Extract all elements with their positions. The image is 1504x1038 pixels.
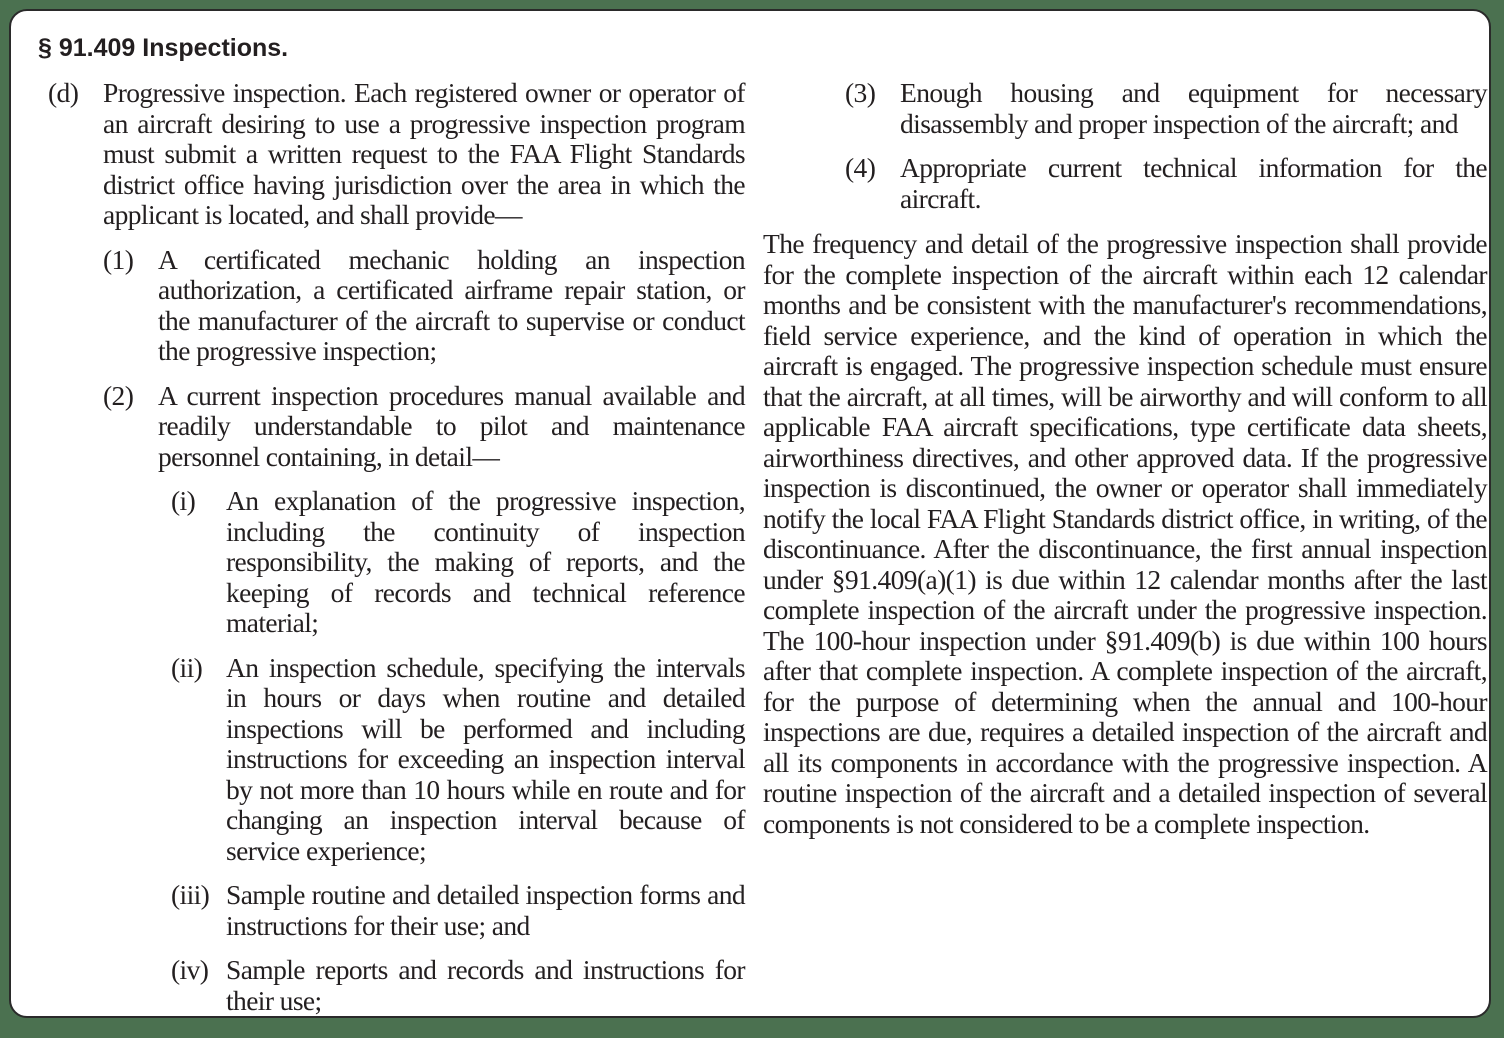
item-label: (1) <box>103 243 134 275</box>
subitem-i <box>171 486 745 639</box>
left-column <box>48 78 745 1016</box>
regulation-card <box>9 9 1491 1018</box>
item-text: A current inspection procedures manual available and readily understandable to pilot and maintenance personnel containing, in detail— <box>158 379 745 472</box>
paragraph-text: Progressive inspection. Each registered owner or operator of an aircraft desiring to use a progressive inspection program must submit a written request to the FAA Flight Standards district office having jurisdiction over the area in which the applicant is located, and shall provide— <box>103 77 745 230</box>
item-label: (2) <box>103 379 134 411</box>
subitem-label: (iv) <box>171 954 209 985</box>
item-2 <box>103 381 745 473</box>
section-title: § 91.409 Inspections. <box>38 34 289 62</box>
subitem-text: An inspection schedule, specifying the intervals in hours or days when routine and detailed inspections will be performed and including instructions for exceeding an inspection interval by not more than 10 hours while en route and for changing an inspection interval because of service experience; <box>226 651 745 866</box>
subitem-text: Sample reports and records and instructions for their use; <box>226 954 745 1016</box>
item-text: Enough housing and equipment for necessary disassembly and proper inspection of the aircraft; and <box>900 77 1487 139</box>
item-label: (4) <box>845 152 876 183</box>
subitem-iv <box>171 955 745 1016</box>
item-text: Appropriate current technical information for the aircraft. <box>900 152 1487 214</box>
item-label: (3) <box>845 77 876 108</box>
subitem-iii <box>171 880 745 941</box>
subitem-ii <box>171 653 745 867</box>
paragraph-label: (d) <box>48 77 79 108</box>
right-column <box>763 78 1487 839</box>
item-4 <box>845 153 1487 214</box>
subitem-label: (i) <box>171 485 196 516</box>
subitem-text: Sample routine and detailed inspection forms and instructions for their use; and <box>226 879 745 941</box>
subitem-text: An explanation of the progressive inspection, including the continuity of inspection responsibility, the making of reports, and the keeping of records and technical reference material; <box>226 485 745 638</box>
subitem-label: (iii) <box>171 879 210 910</box>
item-1 <box>103 245 745 367</box>
item-text: A certificated mechanic holding an inspection authorization, a certificated airframe repair station, or the manufacturer of the aircraft to supervise or conduct the progressive inspection; <box>158 243 745 366</box>
item-3 <box>845 78 1487 139</box>
frequency-paragraph: The frequency and detail of the progressive inspection shall provide for the complete inspection of the aircraft within each 12 calendar months and be consistent with the manufacturer's recommendations, field service experience, and the kind of operation in which the aircraft is engaged. The progressive inspection schedule must ensure that the aircraft, at all times, will be airworthy and will conform to all applicable FAA aircraft specifications, type certificate data sheets, airworthiness directives, and other approved data. If the progressive inspection is discontinued, the owner or operator shall immediately notify the local FAA Flight Standards district office, in writing, of the discontinuance. After the discontinuance, the first annual inspection under §91.409(a)(1) is due within 12 calendar months after the last complete inspection of the aircraft under the progressive inspection. The 100-hour inspection under §91.409(b) is due within 100 hours after that complete inspection. A complete inspection of the aircraft, for the purpose of determining when the annual and 100-hour inspections are due, requires a detailed inspection of the aircraft and all its components in accordance with the progressive inspection. A routine inspection of the aircraft and a detailed inspection of several components is not considered to be a complete inspection. <box>763 228 1487 839</box>
paragraph-d <box>48 78 745 231</box>
subitem-label: (ii) <box>171 651 203 683</box>
